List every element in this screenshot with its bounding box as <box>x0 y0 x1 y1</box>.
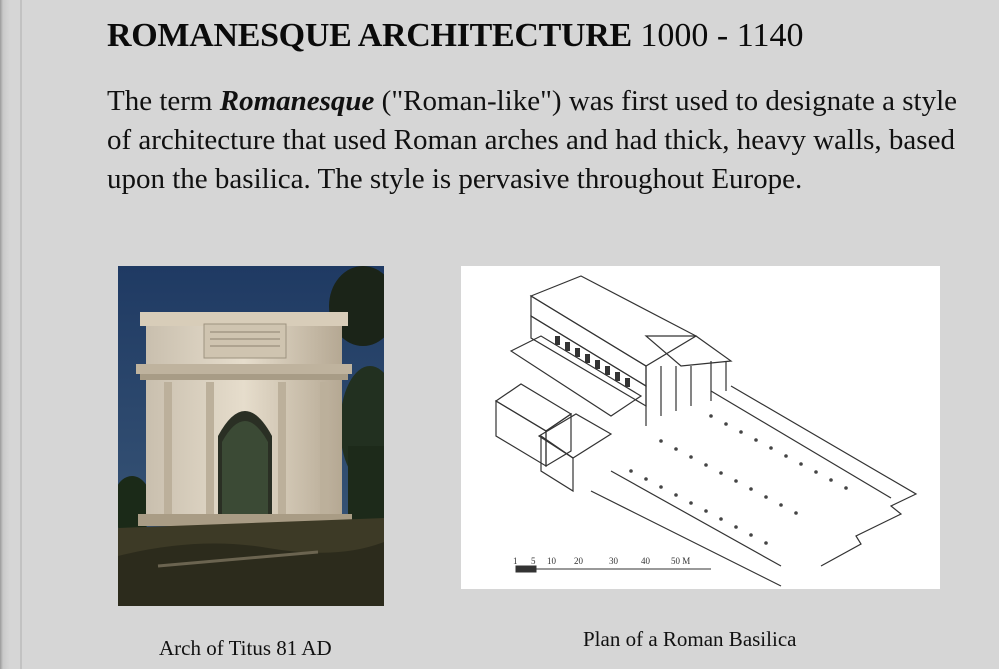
basilica-illustration <box>461 266 940 589</box>
scale-label: 50 M <box>671 556 691 566</box>
scale-label: 20 <box>574 556 583 566</box>
desc-emphasis: Romanesque <box>219 85 375 117</box>
desc-post: ("Roman-like") was first used to designate a style of architecture that used Roman arches and had thick, heavy walls, based upon the basilica. The style is pervasive throughout Europe. <box>107 85 958 195</box>
plan-caption: Plan of a Roman Basilica <box>583 627 797 651</box>
scale-label: 5 <box>531 556 536 566</box>
desc-pre: The term <box>107 85 220 117</box>
arch-of-titus-photo <box>118 266 384 606</box>
title-years: 1000 - 1140 <box>631 17 804 54</box>
scale-label: 40 <box>641 556 650 566</box>
slide-left-edge <box>0 0 22 669</box>
basilica-plan-image <box>461 266 940 589</box>
slide-title <box>107 14 803 58</box>
scale-label: 30 <box>609 556 618 566</box>
arch-photo-illustration <box>118 266 384 606</box>
title-bold: ROMANESQUE ARCHITECTURE <box>107 17 632 54</box>
slide-description <box>107 82 977 199</box>
scale-label: 1 <box>513 556 518 566</box>
scale-label: 10 <box>547 556 556 566</box>
photo-caption: Arch of Titus 81 AD <box>159 636 332 660</box>
